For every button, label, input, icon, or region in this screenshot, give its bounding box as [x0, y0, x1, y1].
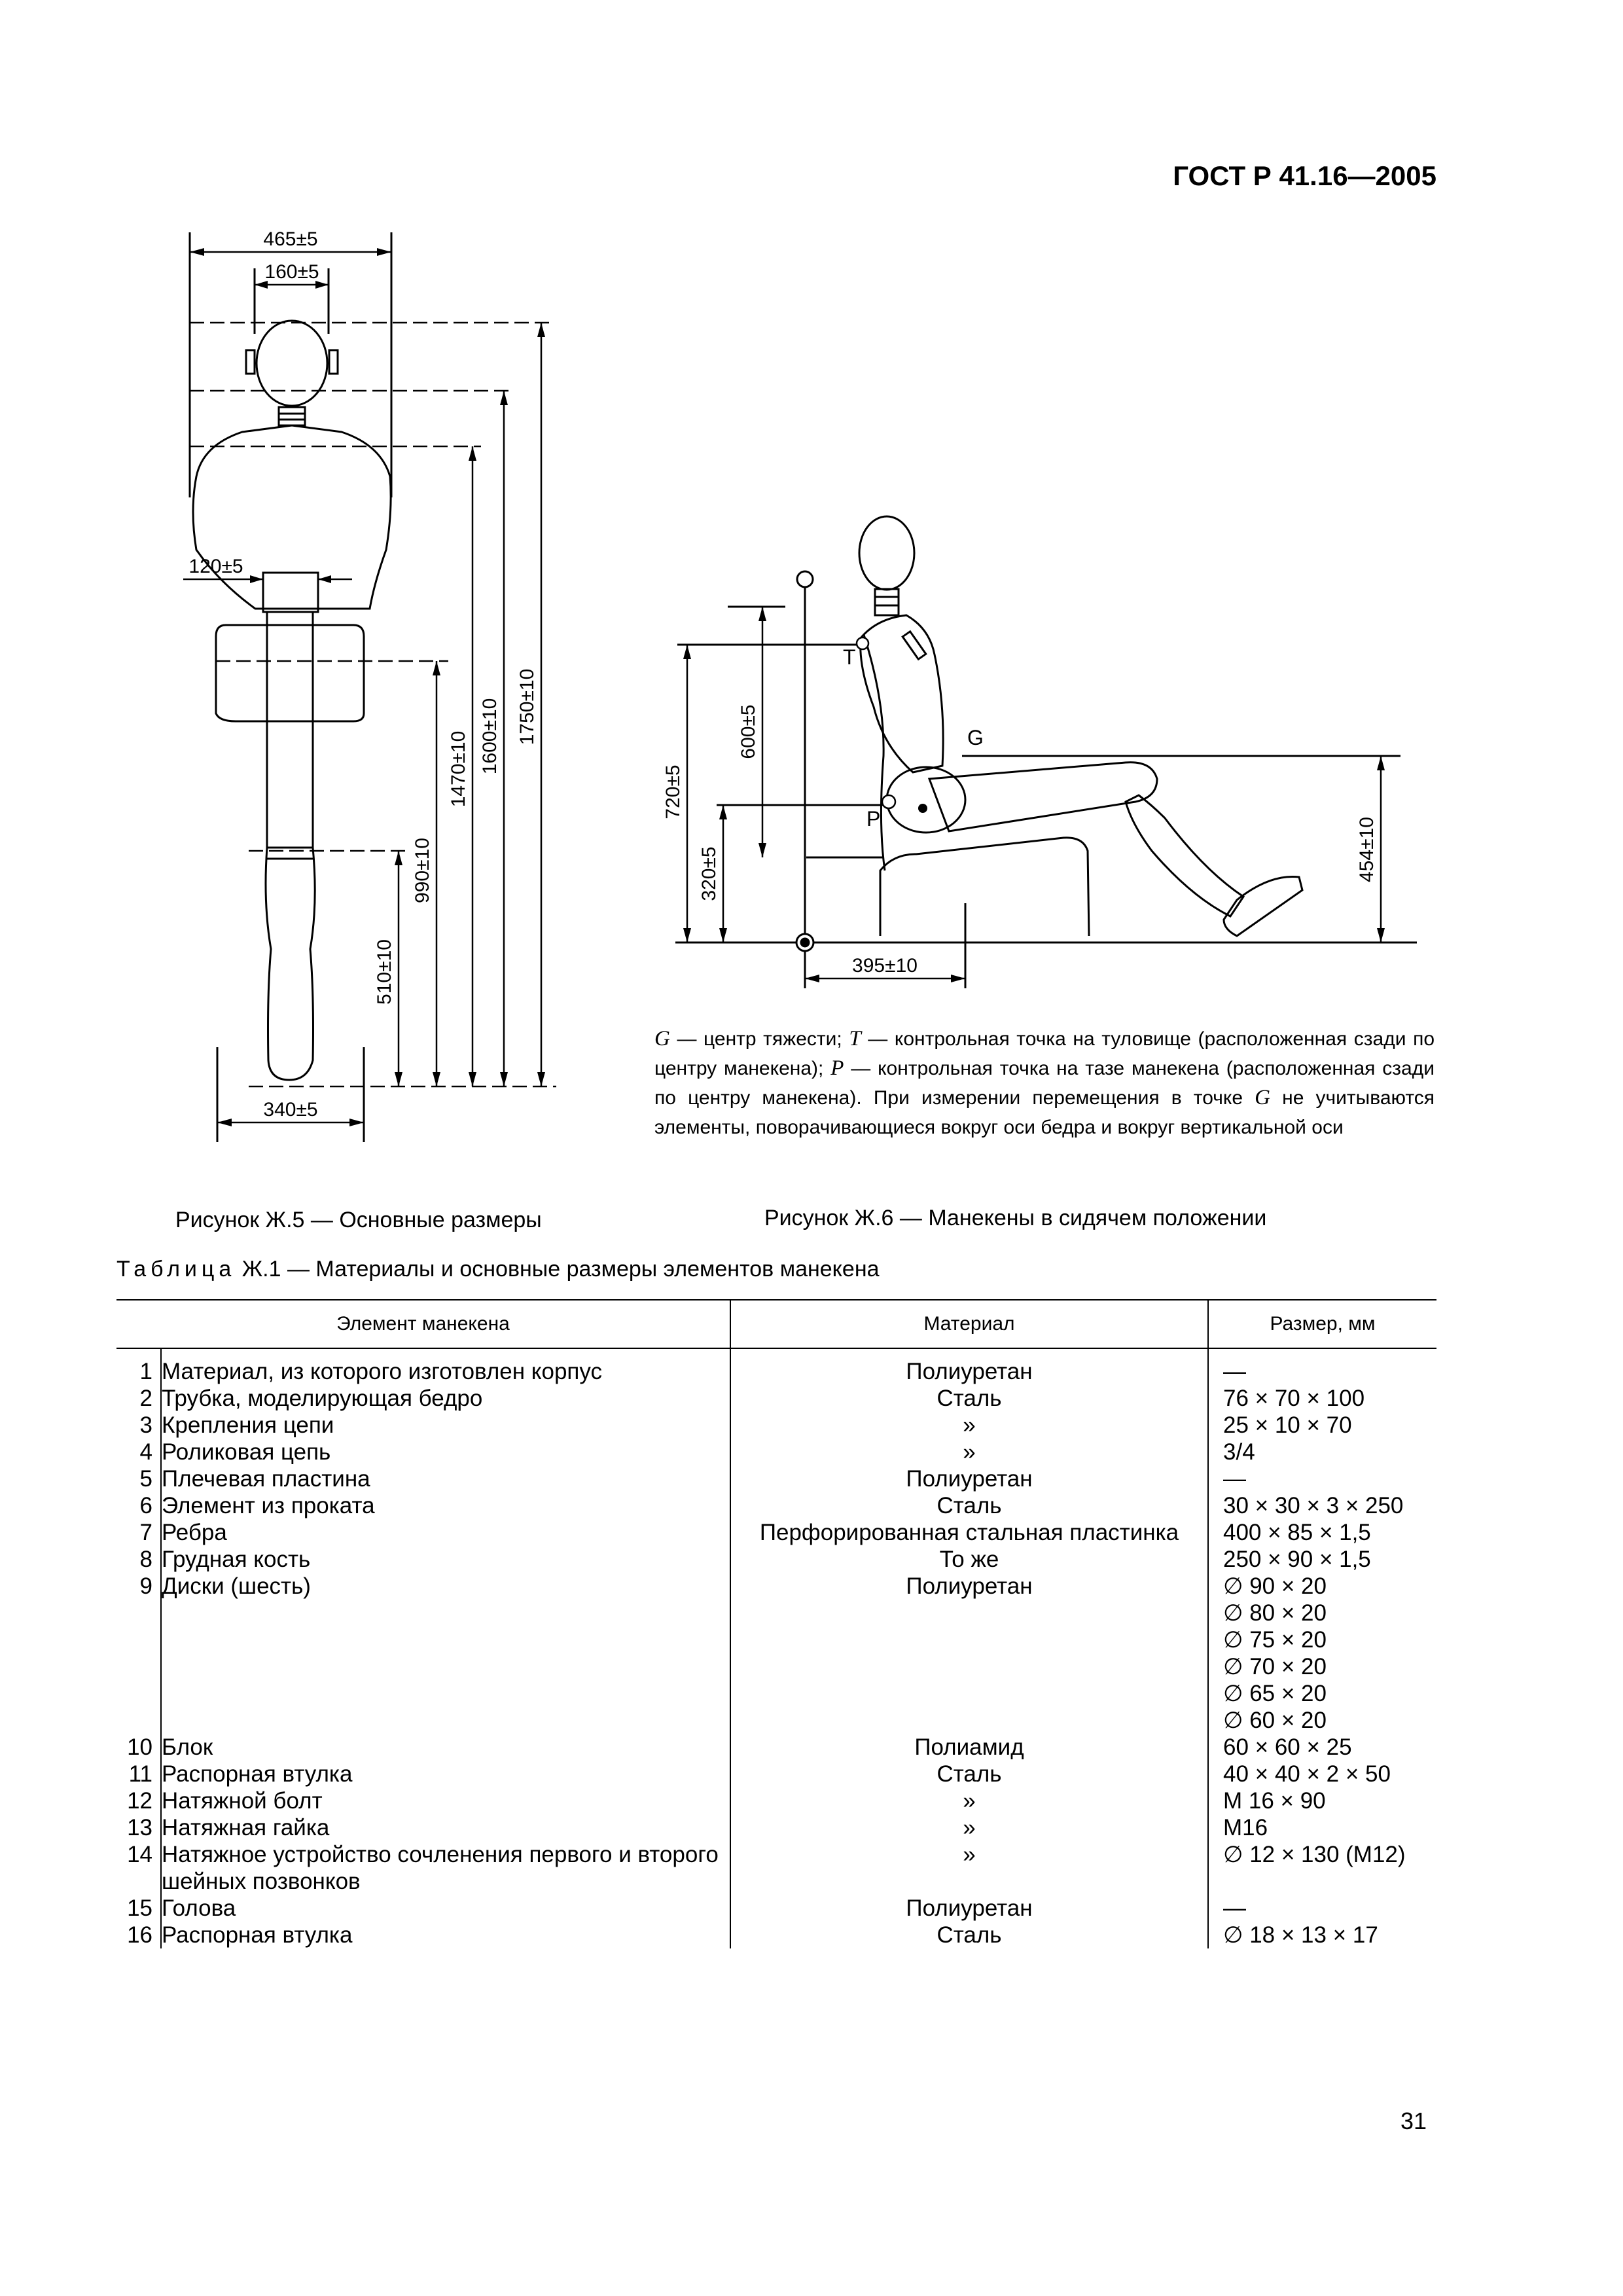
- figure-6-caption: Рисунок Ж.6 — Манекены в сидячем положении: [764, 1206, 1267, 1230]
- row-number: 5: [139, 1466, 152, 1492]
- row-element: Распорная втулка: [161, 1761, 730, 1787]
- row-number: 3: [139, 1412, 152, 1438]
- table-row: [116, 1895, 1436, 1922]
- row-size: 250 × 90 × 1,5: [1208, 1546, 1436, 1573]
- row-number: 10: [127, 1734, 152, 1760]
- row-material: Сталь: [730, 1922, 1208, 1948]
- row-size: ∅ 12 × 130 (M12): [1208, 1841, 1436, 1895]
- dim-160: 160±5: [264, 261, 319, 283]
- label-g: G: [967, 726, 984, 749]
- row-material: »: [730, 1814, 1208, 1841]
- row-element: Распорная втулка: [161, 1922, 730, 1948]
- row-element: Плечевая пластина: [161, 1465, 730, 1492]
- table-row: [116, 1519, 1436, 1546]
- dim-320: 320±5: [698, 846, 720, 901]
- row-number: 13: [127, 1815, 152, 1840]
- dim-120: 120±5: [188, 556, 243, 577]
- row-material: Сталь: [730, 1492, 1208, 1519]
- row-size: —: [1208, 1895, 1436, 1922]
- legend-g-symbol: G: [654, 1027, 670, 1050]
- row-material: »: [730, 1412, 1208, 1439]
- table-row: [116, 1385, 1436, 1412]
- header-material: Материал: [730, 1300, 1208, 1348]
- dim-454: 454±10: [1356, 817, 1378, 882]
- row-size: ∅ 90 × 20 ∅ 80 × 20 ∅ 75 × 20 ∅ 70 × 20 ∅ 65 × 20 ∅ 60 × 20: [1208, 1573, 1436, 1734]
- row-number: 6: [139, 1493, 152, 1518]
- row-material: Перфорированная стальная пластинка: [730, 1519, 1208, 1546]
- row-number: 1: [139, 1359, 152, 1384]
- table-row: [116, 1412, 1436, 1439]
- row-element: Элемент из проката: [161, 1492, 730, 1519]
- row-material: Полиуретан: [730, 1465, 1208, 1492]
- row-element: Ребра: [161, 1519, 730, 1546]
- dim-600: 600±5: [738, 704, 759, 759]
- table-row: [116, 1573, 1436, 1734]
- document-code: ГОСТ Р 41.16—2005: [1173, 160, 1436, 191]
- table-row: [116, 1492, 1436, 1519]
- table-row: [116, 1348, 1436, 1385]
- row-size: 30 × 30 × 3 × 250: [1208, 1492, 1436, 1519]
- row-element: Трубка, моделирующая бедро: [161, 1385, 730, 1412]
- row-number: 15: [127, 1895, 152, 1921]
- dim-1600: 1600±10: [479, 698, 501, 775]
- legend-t-text: — контрольная точка на туловище (расположенная сзади по центру манекена);: [654, 1028, 1435, 1079]
- table-header-row: [116, 1300, 1436, 1348]
- row-material: »: [730, 1841, 1208, 1895]
- legend-g2-symbol: G: [1255, 1086, 1270, 1109]
- row-size: 40 × 40 × 2 × 50: [1208, 1761, 1436, 1787]
- dim-1470: 1470±10: [448, 730, 469, 808]
- row-size: —: [1208, 1465, 1436, 1492]
- row-element: Роликовая цепь: [161, 1439, 730, 1465]
- row-material: »: [730, 1439, 1208, 1465]
- table-row: [116, 1465, 1436, 1492]
- label-p: P: [866, 807, 881, 831]
- row-material: То же: [730, 1546, 1208, 1573]
- row-number: 12: [127, 1788, 152, 1814]
- dim-720: 720±5: [662, 764, 684, 819]
- table-row: [116, 1814, 1436, 1841]
- row-material: Сталь: [730, 1385, 1208, 1412]
- row-element: Диски (шесть): [161, 1573, 730, 1734]
- materials-table: [116, 1299, 1436, 1948]
- row-number: 8: [139, 1547, 152, 1572]
- table-row: [116, 1787, 1436, 1814]
- row-material: Полиамид: [730, 1734, 1208, 1761]
- row-element: Натяжное устройство сочленения первого и второго шейных позвонков: [161, 1841, 730, 1895]
- table-row: [116, 1761, 1436, 1787]
- row-material: Полиуретан: [730, 1573, 1208, 1734]
- row-material: Полиуретан: [730, 1895, 1208, 1922]
- row-element: Блок: [161, 1734, 730, 1761]
- row-material: »: [730, 1787, 1208, 1814]
- row-element: Натяжная гайка: [161, 1814, 730, 1841]
- header-size: Размер, мм: [1208, 1300, 1436, 1348]
- row-number: 4: [139, 1439, 152, 1465]
- legend-t-symbol: T: [849, 1027, 861, 1050]
- row-size: ∅ 18 × 13 × 17: [1208, 1922, 1436, 1948]
- row-element: Голова: [161, 1895, 730, 1922]
- table-row: [116, 1546, 1436, 1573]
- row-element: Крепления цепи: [161, 1412, 730, 1439]
- legend-g-text: — центр тяжести;: [669, 1028, 849, 1050]
- label-t: T: [843, 645, 856, 669]
- legend-g2-text: не учитываются элементы, поворачивающиеся вокруг оси бедра и вокруг вертикальной оси: [654, 1087, 1435, 1138]
- dim-395: 395±10: [852, 955, 918, 977]
- figure-5-caption: Рисунок Ж.5 — Основные размеры: [175, 1208, 542, 1232]
- row-number: 11: [128, 1761, 152, 1787]
- dim-340: 340±5: [263, 1099, 318, 1121]
- dim-510: 510±10: [374, 939, 395, 1005]
- row-size: M16: [1208, 1814, 1436, 1841]
- row-material: Полиуретан: [730, 1348, 1208, 1385]
- dim-990: 990±10: [412, 838, 433, 903]
- row-size: 76 × 70 × 100: [1208, 1385, 1436, 1412]
- row-size: 60 × 60 × 25: [1208, 1734, 1436, 1761]
- row-number: 2: [139, 1386, 152, 1411]
- header-element: Элемент манекена: [116, 1300, 730, 1348]
- dim-1750: 1750±10: [516, 668, 538, 745]
- row-material: Сталь: [730, 1761, 1208, 1787]
- table-row: [116, 1922, 1436, 1948]
- table-caption-word: Таблица: [116, 1257, 236, 1282]
- row-element: Натяжной болт: [161, 1787, 730, 1814]
- row-number: 16: [127, 1922, 152, 1948]
- table-row: [116, 1841, 1436, 1895]
- legend-p-symbol: P: [830, 1056, 844, 1080]
- row-number: 14: [127, 1842, 152, 1867]
- row-size: 25 × 10 × 70: [1208, 1412, 1436, 1439]
- legend-p-text: — контрольная точка на тазе манекена (расположенная сзади по центру манекена). При измерении перемещения в точке: [654, 1058, 1435, 1109]
- dim-465: 465±5: [263, 228, 318, 250]
- figure-6-legend: [654, 1024, 1435, 1142]
- figure-5-front-view: [177, 216, 569, 1158]
- table-caption: [116, 1257, 880, 1282]
- table-row: [116, 1439, 1436, 1465]
- table-row: [116, 1734, 1436, 1761]
- row-element: Материал, из которого изготовлен корпус: [161, 1348, 730, 1385]
- page-number: 31: [1400, 2108, 1427, 2134]
- row-size: —: [1208, 1348, 1436, 1385]
- row-number: 7: [139, 1520, 152, 1545]
- row-number: 9: [139, 1573, 152, 1599]
- figure-6-seated-view: [654, 504, 1440, 1001]
- row-size: M 16 × 90: [1208, 1787, 1436, 1814]
- row-size: 400 × 85 × 1,5: [1208, 1519, 1436, 1546]
- row-element: Грудная кость: [161, 1546, 730, 1573]
- table-caption-text: Ж.1 — Материалы и основные размеры элементов манекена: [241, 1257, 880, 1282]
- row-size: 3/4: [1208, 1439, 1436, 1465]
